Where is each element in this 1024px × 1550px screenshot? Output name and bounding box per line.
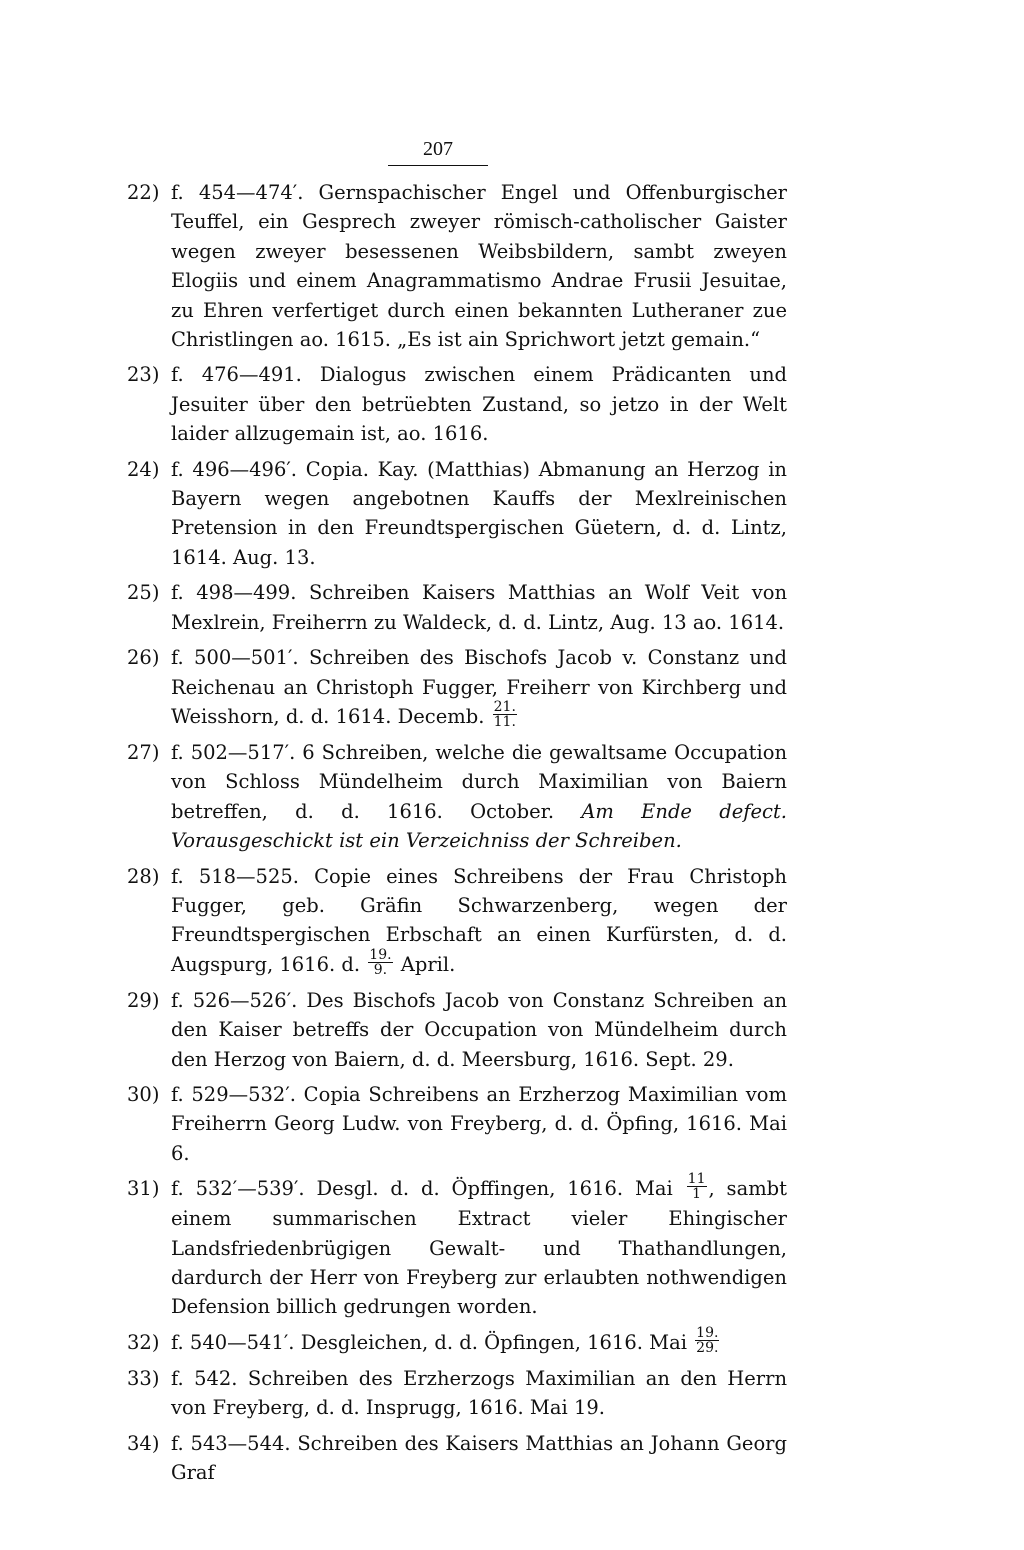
folio-reference: f. 532′—539′. <box>171 1177 305 1201</box>
catalogue-entry <box>127 360 787 448</box>
catalogue-entry <box>127 578 787 637</box>
entry-body <box>171 1429 787 1488</box>
entry-text: Schreiben des Bischofs Jacob v. Constanz und Reichenau an Christoph Fugger, Freiherr von Kirchberg und Weisshorn, d. d. 1614. Decemb. <box>171 646 788 728</box>
catalogue-entry <box>127 1364 787 1423</box>
folio-reference: f. 498—499. <box>171 581 297 605</box>
fraction-numerator: 11 <box>687 1171 706 1188</box>
entry-body <box>171 986 787 1074</box>
entry-text: Schreiben Kaisers Matthias an Wolf Veit von Mexlrein, Freiherrn zu Waldeck, d. d. Lintz, Aug. 13 ao. 1614. <box>171 581 788 634</box>
catalogue-entries <box>127 178 787 1493</box>
entry-text: Copie eines Schreibens der Frau Christoph Fugger, geb. Gräfin Schwarzenberg, wegen der Freundtspergischen Erbschaft an einen Kurfürsten, d. d. Augspurg, 1616. d. <box>171 864 787 976</box>
folio-reference: f. 496—496′. <box>171 457 297 481</box>
entry-text-continued: April. <box>400 952 456 976</box>
folio-reference: f. 540—541′. <box>171 1330 295 1354</box>
entry-body <box>171 455 787 573</box>
entry-body <box>171 643 787 732</box>
date-fraction <box>695 1326 719 1355</box>
folio-reference: f. 500—501′. <box>171 646 299 670</box>
entry-note-italic: Am Ende defect. Vorausgeschickt ist ein Verzeichniss der Schreiben. <box>171 799 787 853</box>
catalogue-entry <box>127 738 787 856</box>
folio-reference: f. 454—474′. <box>171 181 304 204</box>
entry-number: 22) <box>127 181 160 204</box>
entry-number: 23) <box>127 363 160 387</box>
entry-number: 33) <box>127 1366 160 1390</box>
entry-number: 34) <box>127 1431 160 1455</box>
catalogue-entry <box>127 986 787 1074</box>
catalogue-entry <box>127 1324 787 1358</box>
entry-number: 25) <box>127 581 160 605</box>
entry-number: 27) <box>127 740 160 764</box>
entry-text: Gernspachischer Engel und Offenburgischer Teuffel, ein Gesprech zweyer römisch-catholischer Gaister wegen zweyer besessenen Weibsbildern, sambt zweyen Elogiis und einem Anagrammatismo Andrae Frusii Jesuitae, zu Ehren verfertiget durch einen bekannten Lutheraner zue Christlingen ao. 1615. „Es ist ain Sprichwort jetzt gemain.“ <box>171 181 788 352</box>
entry-number: 32) <box>127 1330 160 1354</box>
catalogue-entry <box>127 178 787 354</box>
entry-body <box>171 1364 787 1423</box>
entry-text: Copia. Kay. (Matthias) Abmanung an Herzog in Bayern wegen angebotnen Kauffs der Mexlreinischen Pretension in den Freundtspergischen Güetern, d. d. Lintz, 1614. Aug. 13. <box>171 457 787 569</box>
fraction-numerator: 21. <box>493 698 516 715</box>
entry-body <box>171 578 787 637</box>
entry-number: 24) <box>127 457 160 481</box>
entry-number: 30) <box>127 1082 160 1106</box>
entry-text: Copia Schreibens an Erzherzog Maximilian vom Freiherrn Georg Ludw. von Freyberg, d. d. Öpfing, 1616. Mai 6. <box>171 1082 787 1165</box>
entry-number: 26) <box>127 646 160 670</box>
entry-number: 29) <box>127 988 160 1012</box>
entry-text: Desgleichen, d. d. Öpfingen, 1616. Mai <box>300 1330 687 1354</box>
catalogue-entry <box>127 862 787 980</box>
entry-text: Schreiben des Erzherzogs Maximilian an den Herrn von Freyberg, d. d. Insprugg, 1616. Mai 19. <box>171 1366 788 1420</box>
entry-text: Schreiben des Kaisers Matthias an Johann Georg Graf <box>171 1431 787 1485</box>
folio-reference: f. 476—491. <box>171 363 302 387</box>
folio-reference: f. 518—525. <box>171 864 299 888</box>
folio-reference: f. 542. <box>171 1366 238 1390</box>
folio-reference: f. 543—544. <box>171 1431 291 1455</box>
entry-body <box>171 862 787 980</box>
fraction-denominator: 1 <box>692 1186 702 1203</box>
entry-body <box>171 1324 787 1358</box>
date-fraction <box>687 1172 707 1201</box>
entry-text: Dialogus zwischen einem Prädicanten und Jesuiter über den betrüebten Zustand, so jetzo in der Welt laider allzugemain ist, ao. 1616. <box>171 363 788 446</box>
entry-body <box>171 738 787 856</box>
fraction-denominator: 11. <box>493 713 516 730</box>
fraction-denominator: 29. <box>696 1339 719 1356</box>
page-number: 207 <box>388 138 488 166</box>
catalogue-entry <box>127 455 787 573</box>
catalogue-entry <box>127 1080 787 1168</box>
entry-number: 31) <box>127 1177 160 1201</box>
entry-number: 28) <box>127 864 160 888</box>
folio-reference: f. 529—532′. <box>171 1082 296 1106</box>
date-fraction <box>493 700 517 729</box>
entry-body <box>171 1171 788 1322</box>
entry-text: Des Bischofs Jacob von Constanz Schreiben an den Kaiser betreffs der Occupation von Mündelheim durch den Herzog von Baiern, d. d. Meersburg, 1616. Sept. 29. <box>171 988 788 1071</box>
entry-text: Desgl. d. d. Öpffingen, 1616. Mai <box>316 1177 673 1201</box>
entry-body <box>171 1080 787 1168</box>
fraction-denominator: 9. <box>373 961 388 978</box>
fraction-numerator: 19. <box>696 1324 719 1341</box>
fraction-numerator: 19. <box>369 946 392 963</box>
folio-reference: f. 502—517′. <box>171 740 296 764</box>
entry-body <box>171 360 787 448</box>
catalogue-entry <box>127 1171 788 1322</box>
entry-text-continued: , sambt einem summarischen Extract vieler Ehingischer Landsfriedenbrügigen Gewalt- und Thathandlungen, dardurch der Herr von Freyberg zur erlaubten nothwendigen Defension billich gedrungen worden. <box>171 1177 788 1319</box>
catalogue-entry <box>127 1429 787 1488</box>
entry-text: 6 Schreiben, welche die gewaltsame Occupation von Schloss Mündelheim durch Maximilian von Baiern betreffen, d. d. 1616. October. <box>171 740 788 823</box>
folio-reference: f. 526—526′. <box>171 988 298 1012</box>
catalogue-entry <box>127 643 787 732</box>
entry-body <box>171 178 787 354</box>
date-fraction <box>368 948 392 977</box>
